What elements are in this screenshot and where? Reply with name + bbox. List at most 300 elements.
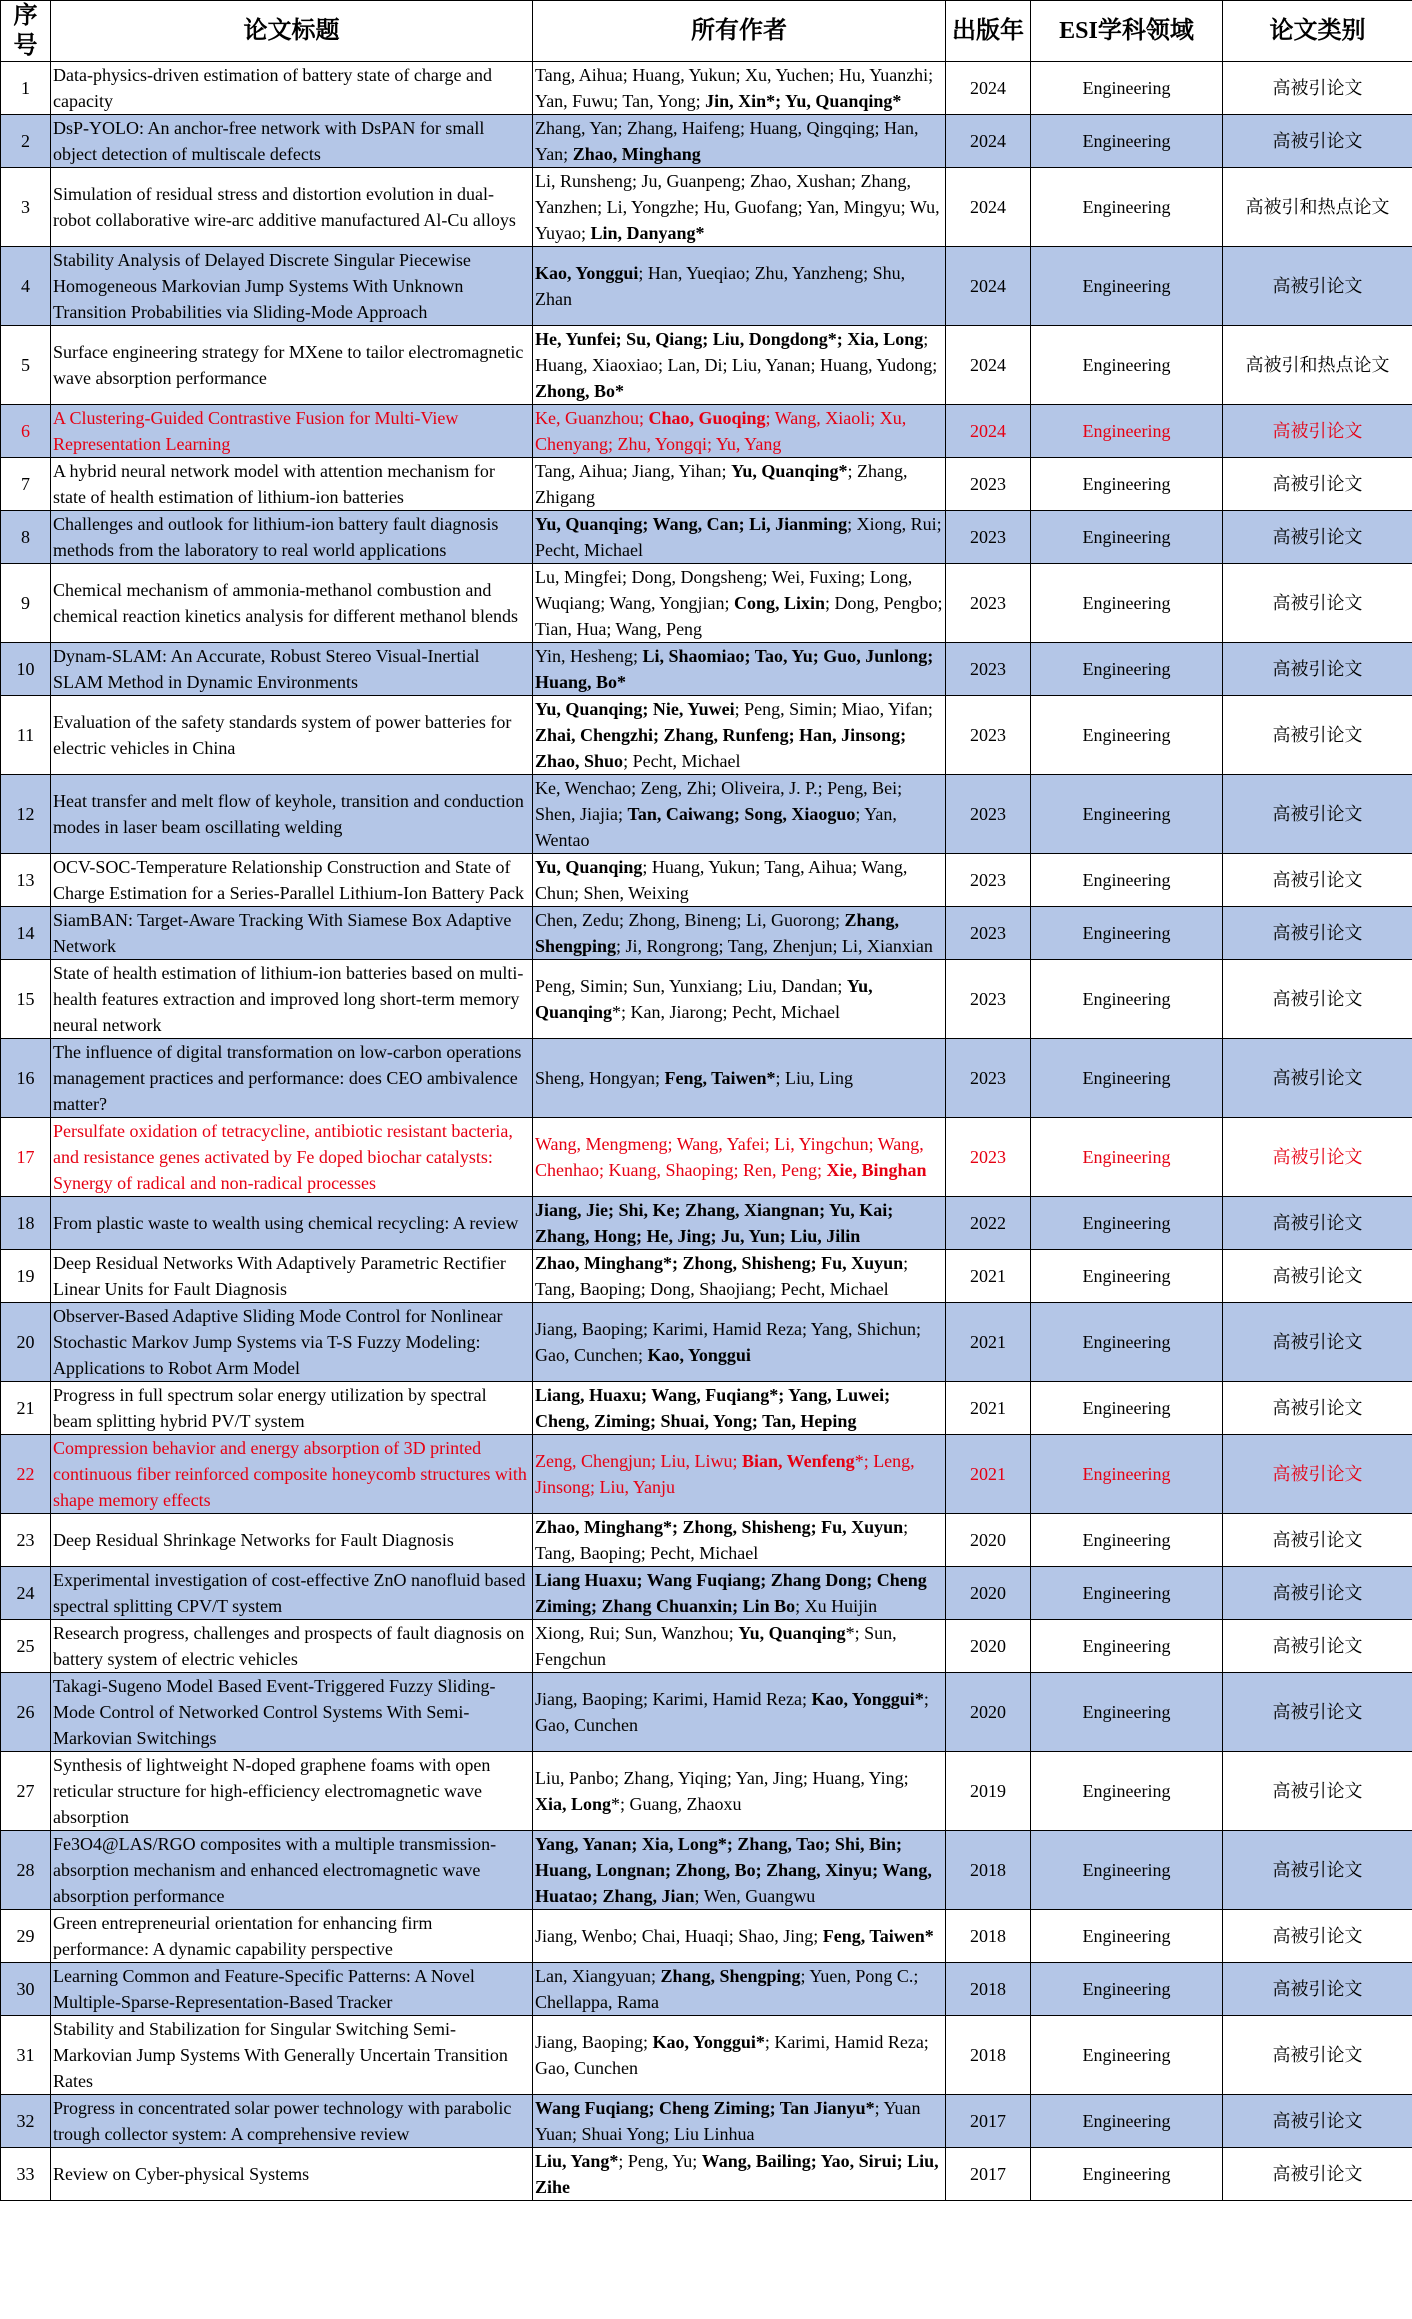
paper-category: 高被引论文 xyxy=(1223,62,1412,115)
row-number: 6 xyxy=(1,405,51,458)
publication-year: 2024 xyxy=(946,168,1031,247)
paper-title: Persulfate oxidation of tetracycline, antibiotic resistant bacteria, and resistance genes activated by Fe doped biochar catalysts: Synergy of radical and non-radical processes xyxy=(51,1118,533,1197)
publication-year: 2020 xyxy=(946,1567,1031,1620)
author-highlight: He, Yunfei; Su, Qiang; Liu, Dongdong*; Xia, Long xyxy=(535,329,924,349)
author-highlight: Yang, Yanan; Xia, Long*; Zhang, Tao; Shi, Bin; Huang, Longnan; Zhong, Bo; Zhang, Xinyu; Wang, Huatao; Zhang, Jian xyxy=(535,1834,932,1906)
paper-category: 高被引论文 xyxy=(1223,696,1412,775)
author-text: ; Zhang, Zhigang xyxy=(535,461,908,507)
paper-category: 高被引论文 xyxy=(1223,1197,1412,1250)
author-text: ; Pecht, Michael xyxy=(623,751,741,771)
author-text: ; Gao, Cunchen xyxy=(535,1689,929,1735)
row-number: 16 xyxy=(1,1039,51,1118)
author-highlight: Jin, Xin*; Yu, Quanqing* xyxy=(705,91,902,111)
publication-year: 2024 xyxy=(946,247,1031,326)
row-number: 31 xyxy=(1,2016,51,2095)
author-text: *; Sun, Fengchun xyxy=(535,1623,897,1669)
paper-title: Surface engineering strategy for MXene to tailor electromagnetic wave absorption performance xyxy=(51,326,533,405)
publication-year: 2019 xyxy=(946,1752,1031,1831)
esi-field: Engineering xyxy=(1031,1514,1223,1567)
publication-year: 2023 xyxy=(946,775,1031,854)
paper-title: Data-physics-driven estimation of battery state of charge and capacity xyxy=(51,62,533,115)
publication-year: 2023 xyxy=(946,854,1031,907)
esi-field: Engineering xyxy=(1031,405,1223,458)
publication-year: 2024 xyxy=(946,405,1031,458)
table-row xyxy=(1,405,1412,458)
row-number: 10 xyxy=(1,643,51,696)
paper-authors xyxy=(533,1197,946,1250)
author-text: Liu, Panbo; Zhang, Yiqing; Yan, Jing; Huang, Ying; xyxy=(535,1768,909,1788)
paper-category: 高被引论文 xyxy=(1223,115,1412,168)
esi-field: Engineering xyxy=(1031,2095,1223,2148)
esi-field: Engineering xyxy=(1031,1382,1223,1435)
paper-title: Heat transfer and melt flow of keyhole, transition and conduction modes in laser beam oscillating welding xyxy=(51,775,533,854)
paper-authors xyxy=(533,907,946,960)
paper-title: OCV-SOC-Temperature Relationship Construction and State of Charge Estimation for a Series-Parallel Lithium-Ion Battery Pack xyxy=(51,854,533,907)
esi-field: Engineering xyxy=(1031,1197,1223,1250)
table-row xyxy=(1,696,1412,775)
paper-authors xyxy=(533,2095,946,2148)
publication-year: 2023 xyxy=(946,696,1031,775)
table-row xyxy=(1,643,1412,696)
paper-authors xyxy=(533,458,946,511)
author-highlight: Kao, Yonggui* xyxy=(811,1689,924,1709)
author-text: Yin, Hesheng; xyxy=(535,646,643,666)
paper-authors xyxy=(533,1567,946,1620)
author-text: ; Han, Yueqiao; Zhu, Yanzheng; Shu, Zhan xyxy=(535,263,906,309)
author-highlight: Yu, Quanqing* xyxy=(731,461,848,481)
author-highlight: Zhao, Minghang xyxy=(572,144,701,164)
paper-category: 高被引论文 xyxy=(1223,2148,1412,2201)
table-row xyxy=(1,1963,1412,2016)
author-text: ; Wen, Guangwu xyxy=(694,1886,816,1906)
table-row xyxy=(1,511,1412,564)
row-number: 19 xyxy=(1,1250,51,1303)
paper-title: Dynam-SLAM: An Accurate, Robust Stereo Visual-Inertial SLAM Method in Dynamic Environments xyxy=(51,643,533,696)
table-row xyxy=(1,1514,1412,1567)
author-text: ; Huang, Xiaoxiao; Lan, Di; Liu, Yanan; Huang, Yudong; xyxy=(535,329,938,375)
paper-category: 高被引论文 xyxy=(1223,1250,1412,1303)
paper-authors xyxy=(533,1303,946,1382)
publication-year: 2023 xyxy=(946,960,1031,1039)
paper-category: 高被引论文 xyxy=(1223,564,1412,643)
table-row xyxy=(1,458,1412,511)
row-number: 24 xyxy=(1,1567,51,1620)
paper-title: Stability Analysis of Delayed Discrete Singular Piecewise Homogeneous Markovian Jump Systems With Unknown Transition Probabilities via Sliding-Mode Approach xyxy=(51,247,533,326)
author-highlight: Chao, Guoqing xyxy=(648,408,766,428)
paper-authors xyxy=(533,511,946,564)
esi-field: Engineering xyxy=(1031,907,1223,960)
paper-title: Chemical mechanism of ammonia-methanol combustion and chemical reaction kinetics analysis for different methanol blends xyxy=(51,564,533,643)
paper-authors xyxy=(533,960,946,1039)
paper-category: 高被引论文 xyxy=(1223,1910,1412,1963)
esi-field: Engineering xyxy=(1031,2016,1223,2095)
table-row xyxy=(1,168,1412,247)
table-row xyxy=(1,2016,1412,2095)
esi-field: Engineering xyxy=(1031,247,1223,326)
paper-category: 高被引论文 xyxy=(1223,1831,1412,1910)
author-text: Lu, Mingfei; Dong, Dongsheng; Wei, Fuxing; Long, Wuqiang; Wang, Yongjian; xyxy=(535,567,913,613)
paper-title: State of health estimation of lithium-ion batteries based on multi-health features extraction and improved long short-term memory neural network xyxy=(51,960,533,1039)
paper-authors xyxy=(533,2016,946,2095)
author-text: Tang, Aihua; Huang, Yukun; Xu, Yuchen; Hu, Yuanzhi; Yan, Fuwu; Tan, Yong; xyxy=(535,65,934,111)
author-text: ; Wang, Xiaoli; Xu, Chenyang; Zhu, Yongqi; Yu, Yang xyxy=(535,408,907,454)
author-highlight: Bian, Wenfeng xyxy=(741,1451,855,1471)
author-highlight: Jiang, Jie; Shi, Ke; Zhang, Xiangnan; Yu, Kai; Zhang, Hong; He, Jing; Ju, Yun; Liu, Jilin xyxy=(535,1200,894,1246)
esi-field: Engineering xyxy=(1031,564,1223,643)
header-year: 出版年 xyxy=(946,1,1031,62)
publication-year: 2022 xyxy=(946,1197,1031,1250)
esi-field: Engineering xyxy=(1031,1567,1223,1620)
author-highlight: Li, Shaomiao; Tao, Yu; Guo, Junlong; Huang, Bo* xyxy=(535,646,934,692)
paper-title: Challenges and outlook for lithium-ion battery fault diagnosis methods from the laboratory to real world applications xyxy=(51,511,533,564)
author-text: Zeng, Chengjun; Liu, Liwu; xyxy=(535,1451,742,1471)
paper-category: 高被引论文 xyxy=(1223,1118,1412,1197)
row-number: 20 xyxy=(1,1303,51,1382)
publication-year: 2021 xyxy=(946,1382,1031,1435)
table-row xyxy=(1,1303,1412,1382)
paper-title: Deep Residual Shrinkage Networks for Fault Diagnosis xyxy=(51,1514,533,1567)
author-text: *; Guang, Zhaoxu xyxy=(611,1794,742,1814)
row-number: 26 xyxy=(1,1673,51,1752)
paper-authors xyxy=(533,1382,946,1435)
esi-field: Engineering xyxy=(1031,1620,1223,1673)
table-row xyxy=(1,1752,1412,1831)
author-highlight: Zhao, Minghang*; Zhong, Shisheng; Fu, Xuyun xyxy=(535,1253,904,1273)
paper-authors xyxy=(533,1514,946,1567)
table-row xyxy=(1,564,1412,643)
publication-year: 2018 xyxy=(946,1910,1031,1963)
paper-category: 高被引论文 xyxy=(1223,511,1412,564)
publication-year: 2020 xyxy=(946,1620,1031,1673)
row-number: 17 xyxy=(1,1118,51,1197)
esi-field: Engineering xyxy=(1031,115,1223,168)
esi-field: Engineering xyxy=(1031,1303,1223,1382)
paper-title: Progress in concentrated solar power technology with parabolic trough collector system: A comprehensive review xyxy=(51,2095,533,2148)
row-number: 11 xyxy=(1,696,51,775)
esi-field: Engineering xyxy=(1031,854,1223,907)
esi-field: Engineering xyxy=(1031,458,1223,511)
paper-authors xyxy=(533,1831,946,1910)
table-row xyxy=(1,115,1412,168)
paper-title: Takagi-Sugeno Model Based Event-Triggered Fuzzy Sliding-Mode Control of Networked Control Systems With Semi-Markovian Switchings xyxy=(51,1673,533,1752)
author-text: ; Ji, Rongrong; Tang, Zhenjun; Li, Xianxian xyxy=(616,936,933,956)
table-row xyxy=(1,1435,1412,1514)
table-row xyxy=(1,1197,1412,1250)
author-text: Li, Runsheng; Ju, Guanpeng; Zhao, Xushan; Zhang, Yanzhen; Li, Yongzhe; Hu, Guofang; Yan, Mingyu; Wu, Yuyao; xyxy=(535,171,940,243)
paper-title: A hybrid neural network model with attention mechanism for state of health estimation of lithium-ion batteries xyxy=(51,458,533,511)
paper-category: 高被引论文 xyxy=(1223,1673,1412,1752)
row-number: 32 xyxy=(1,2095,51,2148)
author-highlight: Yu, Quanqing xyxy=(535,976,873,1022)
esi-field: Engineering xyxy=(1031,1673,1223,1752)
row-number: 18 xyxy=(1,1197,51,1250)
esi-field: Engineering xyxy=(1031,1910,1223,1963)
header-row xyxy=(1,1,1412,62)
publication-year: 2023 xyxy=(946,1039,1031,1118)
paper-authors xyxy=(533,1435,946,1514)
table-row xyxy=(1,1382,1412,1435)
row-number: 5 xyxy=(1,326,51,405)
author-highlight: Liang, Huaxu; Wang, Fuqiang*; Yang, Luwei; Cheng, Ziming; Shuai, Yong; Tan, Heping xyxy=(535,1385,891,1431)
author-text: ; Xiong, Rui; Pecht, Michael xyxy=(535,514,942,560)
paper-authors xyxy=(533,2148,946,2201)
author-text: ; Dong, Pengbo; Tian, Hua; Wang, Peng xyxy=(535,593,943,639)
row-number: 27 xyxy=(1,1752,51,1831)
esi-field: Engineering xyxy=(1031,326,1223,405)
paper-authors xyxy=(533,1620,946,1673)
publication-year: 2020 xyxy=(946,1673,1031,1752)
author-text: Lan, Xiangyuan; xyxy=(535,1966,661,1986)
author-text: Zhang, Yan; Zhang, Haifeng; Huang, Qingqing; Han, Yan; xyxy=(535,118,919,164)
author-text: ; Yuan Yuan; Shuai Yong; Liu Linhua xyxy=(535,2098,921,2144)
paper-category: 高被引论文 xyxy=(1223,1382,1412,1435)
author-highlight: Kao, Yonggui* xyxy=(652,2032,765,2052)
author-text: Wang, Mengmeng; Wang, Yafei; Li, Yingchun; Wang, Chenhao; Kuang, Shaoping; Ren, Peng; xyxy=(535,1134,924,1180)
row-number: 2 xyxy=(1,115,51,168)
author-text: ; Tang, Baoping; Pecht, Michael xyxy=(535,1517,909,1563)
row-number: 21 xyxy=(1,1382,51,1435)
row-number: 33 xyxy=(1,2148,51,2201)
row-number: 3 xyxy=(1,168,51,247)
author-text: Peng, Simin; Sun, Yunxiang; Liu, Dandan; xyxy=(535,976,847,996)
author-highlight: Zhang, Shengping xyxy=(535,910,899,956)
paper-category: 高被引论文 xyxy=(1223,1752,1412,1831)
author-text: ; Xu Huijin xyxy=(795,1596,878,1616)
publication-year: 2021 xyxy=(946,1250,1031,1303)
paper-category: 高被引论文 xyxy=(1223,1963,1412,2016)
paper-category: 高被引论文 xyxy=(1223,405,1412,458)
esi-field: Engineering xyxy=(1031,643,1223,696)
publication-year: 2023 xyxy=(946,564,1031,643)
author-highlight: Kao, Yonggui xyxy=(647,1345,751,1365)
paper-title: Green entrepreneurial orientation for enhancing firm performance: A dynamic capability perspective xyxy=(51,1910,533,1963)
paper-authors xyxy=(533,247,946,326)
author-highlight: Wang Fuqiang; Cheng Ziming; Tan Jianyu* xyxy=(535,2098,875,2118)
paper-authors xyxy=(533,1673,946,1752)
paper-category: 高被引论文 xyxy=(1223,1514,1412,1567)
author-text: Jiang, Baoping; Karimi, Hamid Reza; xyxy=(535,1689,812,1709)
table-row xyxy=(1,854,1412,907)
paper-category: 高被引和热点论文 xyxy=(1223,168,1412,247)
table-row xyxy=(1,62,1412,115)
row-number: 1 xyxy=(1,62,51,115)
author-text: Ke, Wenchao; Zeng, Zhi; Oliveira, J. P.; Peng, Bei; Shen, Jiajia; xyxy=(535,778,903,824)
paper-authors xyxy=(533,1039,946,1118)
row-number: 25 xyxy=(1,1620,51,1673)
row-number: 29 xyxy=(1,1910,51,1963)
esi-field: Engineering xyxy=(1031,2148,1223,2201)
author-highlight: Kao, Yonggui xyxy=(535,263,639,283)
paper-authors xyxy=(533,1910,946,1963)
author-highlight: Lin, Danyang* xyxy=(590,223,705,243)
esi-field: Engineering xyxy=(1031,1752,1223,1831)
esi-field: Engineering xyxy=(1031,775,1223,854)
paper-authors xyxy=(533,564,946,643)
author-highlight: Yu, Quanqing xyxy=(738,1623,846,1643)
esi-field: Engineering xyxy=(1031,1831,1223,1910)
table-row xyxy=(1,1910,1412,1963)
esi-field: Engineering xyxy=(1031,1435,1223,1514)
table-row xyxy=(1,2095,1412,2148)
paper-title: DsP-YOLO: An anchor-free network with DsPAN for small object detection of multiscale defects xyxy=(51,115,533,168)
header-authors: 所有作者 xyxy=(533,1,946,62)
author-text: Tang, Aihua; Jiang, Yihan; xyxy=(535,461,732,481)
paper-category: 高被引论文 xyxy=(1223,775,1412,854)
author-text: Jiang, Wenbo; Chai, Huaqi; Shao, Jing; xyxy=(535,1926,823,1946)
paper-category: 高被引论文 xyxy=(1223,247,1412,326)
author-highlight: Xie, Binghan xyxy=(826,1160,927,1180)
paper-authors xyxy=(533,1118,946,1197)
table-row xyxy=(1,326,1412,405)
author-highlight: Yu, Quanqing; Wang, Can; Li, Jianming xyxy=(535,514,848,534)
table-row xyxy=(1,907,1412,960)
paper-authors xyxy=(533,775,946,854)
author-text: ; Peng, Simin; Miao, Yifan; xyxy=(734,699,933,719)
paper-category: 高被引论文 xyxy=(1223,2095,1412,2148)
paper-authors xyxy=(533,1963,946,2016)
paper-title: The influence of digital transformation on low-carbon operations management practices and performance: does CEO ambivalence matter? xyxy=(51,1039,533,1118)
header-title: 论文标题 xyxy=(51,1,533,62)
author-text: Jiang, Baoping; Karimi, Hamid Reza; Yang, Shichun; Gao, Cunchen; xyxy=(535,1319,921,1365)
header-no: 序号 xyxy=(1,1,51,62)
paper-title: Fe3O4@LAS/RGO composites with a multiple transmission-absorption mechanism and enhanced electromagnetic wave absorption performance xyxy=(51,1831,533,1910)
author-highlight: Liang Huaxu; Wang Fuqiang; Zhang Dong; Cheng Ziming; Zhang Chuanxin; Lin Bo xyxy=(535,1570,927,1616)
author-text: ; Yuen, Pong C.; Chellappa, Rama xyxy=(535,1966,919,2012)
esi-field: Engineering xyxy=(1031,1118,1223,1197)
row-number: 12 xyxy=(1,775,51,854)
table-body xyxy=(1,62,1412,2201)
paper-authors xyxy=(533,405,946,458)
paper-category: 高被引论文 xyxy=(1223,1039,1412,1118)
author-text: Jiang, Baoping; xyxy=(535,2032,653,2052)
publication-year: 2021 xyxy=(946,1303,1031,1382)
paper-category: 高被引论文 xyxy=(1223,1435,1412,1514)
author-highlight: Zhai, Chengzhi; Zhang, Runfeng; Han, Jinsong; Zhao, Shuo xyxy=(535,725,907,771)
publication-year: 2018 xyxy=(946,1963,1031,2016)
paper-category: 高被引论文 xyxy=(1223,1303,1412,1382)
author-highlight: Yu, Quanqing; Nie, Yuwei xyxy=(535,699,735,719)
publication-year: 2018 xyxy=(946,1831,1031,1910)
table-row xyxy=(1,1567,1412,1620)
author-text: ; Tang, Baoping; Dong, Shaojiang; Pecht, Michael xyxy=(535,1253,909,1299)
esi-field: Engineering xyxy=(1031,1250,1223,1303)
paper-authors xyxy=(533,62,946,115)
esi-field: Engineering xyxy=(1031,696,1223,775)
row-number: 7 xyxy=(1,458,51,511)
esi-field: Engineering xyxy=(1031,960,1223,1039)
paper-category: 高被引论文 xyxy=(1223,907,1412,960)
author-highlight: Xia, Long xyxy=(535,1794,612,1814)
paper-category: 高被引论文 xyxy=(1223,643,1412,696)
author-highlight: Feng, Taiwen* xyxy=(822,1926,934,1946)
publication-year: 2023 xyxy=(946,907,1031,960)
author-highlight: Cong, Lixin xyxy=(734,593,826,613)
author-text: ; Karimi, Hamid Reza; Gao, Cunchen xyxy=(535,2032,929,2078)
paper-title: Experimental investigation of cost-effective ZnO nanofluid based spectral splitting CPV/T system xyxy=(51,1567,533,1620)
paper-title: A Clustering-Guided Contrastive Fusion for Multi-View Representation Learning xyxy=(51,405,533,458)
paper-title: Observer-Based Adaptive Sliding Mode Control for Nonlinear Stochastic Markov Jump Systems via T-S Fuzzy Modeling: Applications to Robot Arm Model xyxy=(51,1303,533,1382)
publication-year: 2017 xyxy=(946,2095,1031,2148)
paper-authors xyxy=(533,168,946,247)
paper-authors xyxy=(533,326,946,405)
author-text: Sheng, Hongyan; xyxy=(535,1068,665,1088)
paper-title: Learning Common and Feature-Specific Patterns: A Novel Multiple-Sparse-Representation-Based Tracker xyxy=(51,1963,533,2016)
paper-authors xyxy=(533,643,946,696)
author-text: *; Kan, Jiarong; Pecht, Michael xyxy=(612,1002,840,1022)
paper-title: Synthesis of lightweight N-doped graphene foams with open reticular structure for high-efficiency electromagnetic wave absorption xyxy=(51,1752,533,1831)
paper-title: Compression behavior and energy absorption of 3D printed continuous fiber reinforced composite honeycomb structures with shape memory effects xyxy=(51,1435,533,1514)
paper-title: Progress in full spectrum solar energy utilization by spectral beam splitting hybrid PV/T system xyxy=(51,1382,533,1435)
row-number: 4 xyxy=(1,247,51,326)
author-text: ; Yan, Wentao xyxy=(535,804,897,850)
table-row xyxy=(1,775,1412,854)
row-number: 28 xyxy=(1,1831,51,1910)
row-number: 23 xyxy=(1,1514,51,1567)
table-row xyxy=(1,1250,1412,1303)
paper-authors xyxy=(533,1752,946,1831)
table-row xyxy=(1,247,1412,326)
paper-authors xyxy=(533,1250,946,1303)
paper-category: 高被引论文 xyxy=(1223,1620,1412,1673)
row-number: 30 xyxy=(1,1963,51,2016)
header-field: ESI学科领域 xyxy=(1031,1,1223,62)
publication-year: 2024 xyxy=(946,62,1031,115)
paper-title: From plastic waste to wealth using chemical recycling: A review xyxy=(51,1197,533,1250)
esi-field: Engineering xyxy=(1031,1963,1223,2016)
row-number: 9 xyxy=(1,564,51,643)
table-row xyxy=(1,1118,1412,1197)
row-number: 14 xyxy=(1,907,51,960)
author-highlight: Yu, Quanqing xyxy=(535,857,643,877)
publication-year: 2023 xyxy=(946,1118,1031,1197)
esi-field: Engineering xyxy=(1031,168,1223,247)
esi-field: Engineering xyxy=(1031,511,1223,564)
paper-authors xyxy=(533,696,946,775)
esi-field: Engineering xyxy=(1031,1039,1223,1118)
author-text: ; Liu, Ling xyxy=(775,1068,854,1088)
paper-category: 高被引论文 xyxy=(1223,854,1412,907)
publication-year: 2021 xyxy=(946,1435,1031,1514)
paper-title: SiamBAN: Target-Aware Tracking With Siamese Box Adaptive Network xyxy=(51,907,533,960)
paper-category: 高被引论文 xyxy=(1223,458,1412,511)
publication-year: 2024 xyxy=(946,115,1031,168)
paper-title: Stability and Stabilization for Singular Switching Semi-Markovian Jump Systems With Generally Uncertain Transition Rates xyxy=(51,2016,533,2095)
author-highlight: Zhao, Minghang*; Zhong, Shisheng; Fu, Xuyun xyxy=(535,1517,904,1537)
paper-title: Evaluation of the safety standards system of power batteries for electric vehicles in China xyxy=(51,696,533,775)
publication-year: 2024 xyxy=(946,326,1031,405)
publication-year: 2018 xyxy=(946,2016,1031,2095)
author-text: Ke, Guanzhou; xyxy=(535,408,649,428)
row-number: 13 xyxy=(1,854,51,907)
author-text: ; Huang, Yukun; Tang, Aihua; Wang, Chun; Shen, Weixing xyxy=(535,857,908,903)
author-highlight: Feng, Taiwen* xyxy=(664,1068,776,1088)
paper-category: 高被引论文 xyxy=(1223,960,1412,1039)
esi-field: Engineering xyxy=(1031,62,1223,115)
paper-category: 高被引和热点论文 xyxy=(1223,326,1412,405)
paper-title: Deep Residual Networks With Adaptively Parametric Rectifier Linear Units for Fault Diagnosis xyxy=(51,1250,533,1303)
header-type: 论文类别 xyxy=(1223,1,1412,62)
paper-authors xyxy=(533,854,946,907)
author-text: Chen, Zedu; Zhong, Bineng; Li, Guorong; xyxy=(535,910,845,930)
paper-authors xyxy=(533,115,946,168)
publication-year: 2017 xyxy=(946,2148,1031,2201)
author-highlight: Liu, Yang* xyxy=(535,2151,619,2171)
author-highlight: Zhong, Bo* xyxy=(535,381,625,401)
table-row xyxy=(1,2148,1412,2201)
publication-year: 2023 xyxy=(946,643,1031,696)
publication-year: 2020 xyxy=(946,1514,1031,1567)
row-number: 22 xyxy=(1,1435,51,1514)
